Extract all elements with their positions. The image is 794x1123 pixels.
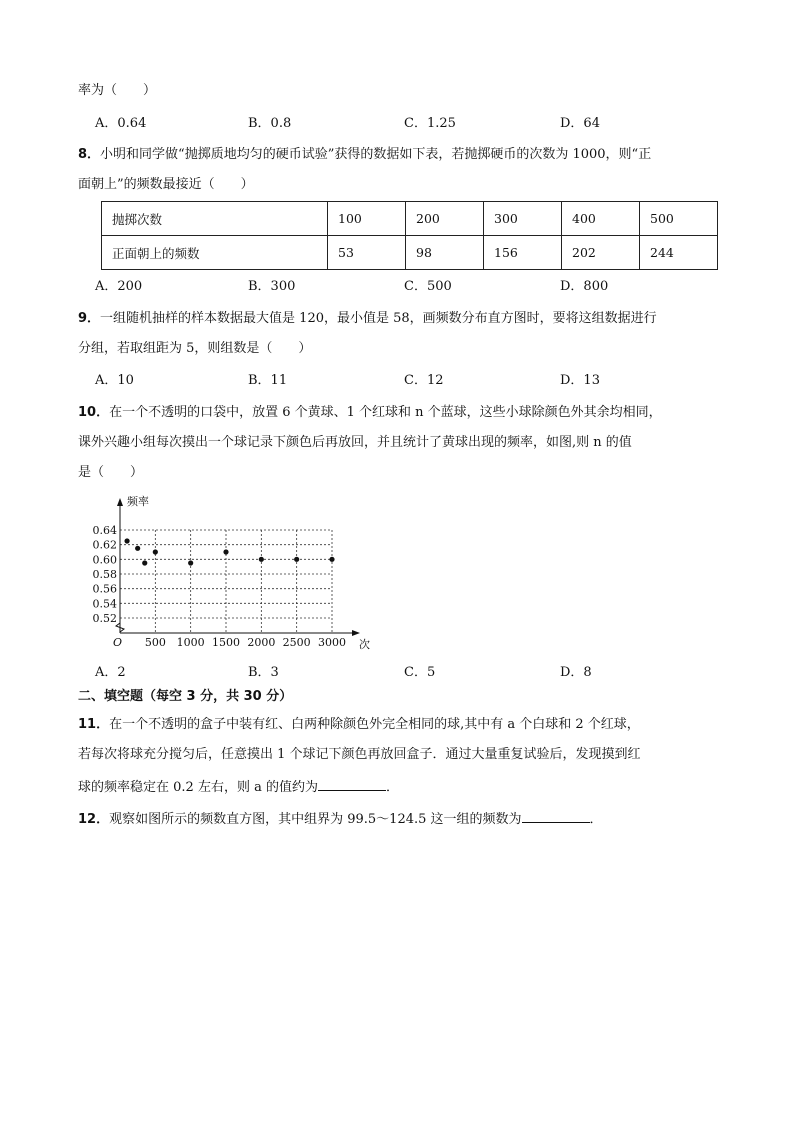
data-point bbox=[142, 560, 147, 565]
table-cell: 200 bbox=[406, 202, 484, 236]
chart-points bbox=[124, 538, 334, 565]
table-cell: 300 bbox=[484, 202, 562, 236]
data-point bbox=[135, 546, 140, 551]
data-point bbox=[294, 557, 299, 562]
q9-stem-line2: 分组，若取组距为 5，则组数是（ ） bbox=[78, 341, 312, 356]
y-tick-label: 0.54 bbox=[92, 597, 117, 611]
q11-number: 11． bbox=[78, 717, 110, 732]
q8-option-b: B．300 bbox=[248, 279, 296, 294]
q12-answer-blank[interactable] bbox=[522, 808, 590, 823]
y-axis-arrow bbox=[117, 498, 123, 506]
data-point bbox=[153, 549, 158, 554]
y-tick-label: 0.52 bbox=[92, 612, 117, 625]
q12-number: 12． bbox=[78, 812, 110, 827]
x-tick-label: 1000 bbox=[176, 636, 205, 649]
data-point bbox=[124, 538, 129, 543]
x-tick-label: 1500 bbox=[212, 636, 240, 649]
q9-option-b: B．11 bbox=[248, 373, 288, 388]
table-cell: 100 bbox=[328, 202, 406, 236]
data-point bbox=[188, 560, 193, 565]
table-cell: 500 bbox=[640, 202, 718, 236]
q9-text-1: 一组随机抽样的样本数据最大值是 120，最小值是 58，画频数分布直方图时，要将这组数据进行 bbox=[100, 311, 657, 326]
table-cell: 53 bbox=[328, 236, 406, 270]
x-axis-label: 次 bbox=[359, 638, 370, 651]
q7-option-b: B．0.8 bbox=[248, 116, 292, 131]
q8-stem-line2: 面朝上”的频数最接近（ ） bbox=[78, 177, 254, 192]
table-cell: 正面朝上的频数 bbox=[102, 236, 328, 270]
q7-option-d: D．64 bbox=[560, 116, 600, 131]
q8-option-c: C．500 bbox=[404, 279, 452, 294]
q10-number: 10． bbox=[78, 405, 110, 420]
q8-option-a: A．200 bbox=[95, 279, 143, 294]
q10-option-d: D．8 bbox=[560, 665, 592, 680]
origin-label: O bbox=[113, 636, 123, 649]
chart-axes bbox=[116, 498, 360, 636]
q8-text-1: 小明和同学做“抛掷质地均匀的硬币试验”获得的数据如下表，若抛掷硬币的次数为 1000，则“正 bbox=[100, 147, 652, 162]
y-tick-label: 0.64 bbox=[92, 524, 117, 537]
q12-stem-line1 bbox=[78, 808, 603, 829]
data-point bbox=[259, 557, 264, 562]
q10-text-1: 在一个不透明的口袋中，放置 6 个黄球、1 个红球和 n 个蓝球，这些小球除颜色外其余均相同， bbox=[109, 405, 662, 420]
q9-number: 9． bbox=[78, 311, 101, 326]
y-tick-label: 0.58 bbox=[92, 568, 117, 581]
q11-stem-line2: 若每次将球充分搅匀后，任意摸出 1 个球记下颜色再放回盒子．通过大量重复试验后，发现摸到红 bbox=[78, 747, 641, 762]
x-tick-label: 3000 bbox=[318, 636, 346, 649]
q9-option-c: C．12 bbox=[404, 373, 444, 388]
table-cell: 156 bbox=[484, 236, 562, 270]
data-point bbox=[329, 557, 334, 562]
q10-stem-line3: 是（ ） bbox=[78, 465, 144, 480]
y-axis-label: 频率 bbox=[127, 495, 149, 508]
chart-labels bbox=[93, 494, 371, 651]
q11-period: ． bbox=[385, 780, 399, 795]
table-cell: 抛掷次数 bbox=[102, 202, 328, 236]
q11-answer-blank[interactable] bbox=[318, 776, 386, 791]
q10-stem-line2: 课外兴趣小组每次摸出一个球记录下颜色后再放回，并且统计了黄球出现的频率，如图,则 n 的值 bbox=[78, 435, 632, 450]
q9-option-d: D．13 bbox=[560, 373, 600, 388]
q12-text-1: 观察如图所示的频数直方图，其中组界为 99.5～124.5 这一组的频数为 bbox=[109, 812, 522, 827]
q11-text-1: 在一个不透明的盒子中装有红、白两种除颜色外完全相同的球,其中有 a 个白球和 2 个红球， bbox=[109, 717, 640, 732]
q8-number: 8． bbox=[78, 147, 101, 162]
y-tick-label: 0.60 bbox=[92, 553, 117, 567]
q11-text-3: 球的频率稳定在 0.2 左右，则 a 的值约为 bbox=[78, 780, 318, 795]
q7-option-a: A．0.64 bbox=[95, 116, 147, 131]
q10-option-b: B．3 bbox=[248, 665, 279, 680]
table-cell: 244 bbox=[640, 236, 718, 270]
q7-option-c: C．1.25 bbox=[404, 116, 456, 131]
y-tick-label: 0.56 bbox=[92, 582, 117, 596]
q9-option-a: A．10 bbox=[95, 373, 134, 388]
table-cell: 400 bbox=[562, 202, 640, 236]
x-axis-arrow bbox=[352, 630, 360, 636]
x-tick-label: 2000 bbox=[247, 636, 276, 649]
x-tick-label: 2500 bbox=[282, 636, 311, 649]
table-cell: 98 bbox=[406, 236, 484, 270]
q7-stem-tail: 率为（ ） bbox=[78, 83, 157, 98]
y-tick-label: 0.62 bbox=[92, 538, 117, 552]
q12-period: ． bbox=[589, 812, 603, 827]
section-title-fill-in: 二、填空题（每空 3 分，共 30 分） bbox=[78, 689, 293, 704]
x-tick-label: 500 bbox=[144, 636, 166, 649]
q10-option-a: A．2 bbox=[95, 665, 126, 680]
q11-stem-line1 bbox=[78, 716, 640, 734]
q8-option-d: D．800 bbox=[560, 279, 609, 294]
chart-grid bbox=[120, 530, 332, 633]
q10-option-c: C．5 bbox=[404, 665, 436, 680]
data-point bbox=[223, 549, 228, 554]
q11-stem-line3 bbox=[78, 776, 399, 797]
table-cell: 202 bbox=[562, 236, 640, 270]
